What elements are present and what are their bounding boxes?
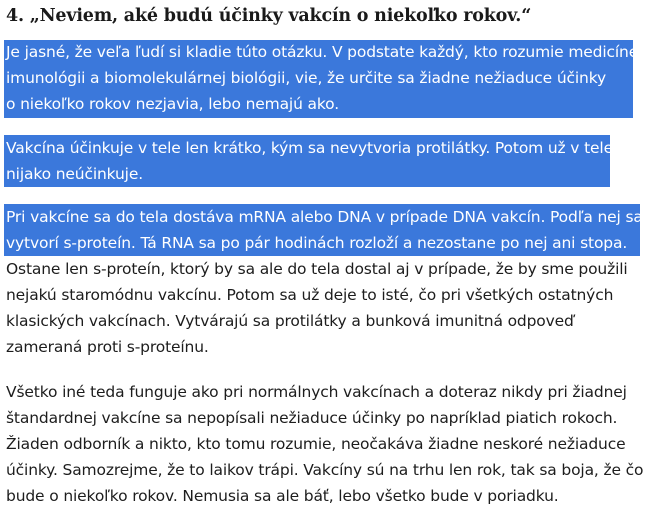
paragraph-line: štandardnej vakcíne sa nepopísali nežiaduce účinky po napríklad piatich rokoch. [6, 409, 618, 427]
paragraph-line: Pri vakcíne sa do tela dostáva mRNA alebo DNA v prípade DNA vakcín. Podľa nej sa [6, 208, 643, 226]
paragraph-line: imunológii a biomolekulárnej biológii, vie, že určite sa žiadne nežiaduce účinky [6, 69, 607, 87]
paragraph-line: Žiaden odborník a nikto, kto tomu rozumie, neočakáva žiadne neskoré nežiaduce [6, 435, 626, 453]
paragraph-line: Je jasné, že veľa ľudí si kladie túto otázku. V podstate každý, kto rozumie medicíne, [6, 43, 643, 61]
paragraph-1[interactable] [6, 39, 643, 117]
paragraph-line: zameraná proti s-proteínu. [6, 338, 209, 356]
paragraph-line: Ostane len s-proteín, ktorý by sa ale do tela dostal aj v prípade, že by sme použili [6, 260, 628, 278]
paragraph-3[interactable] [6, 204, 643, 360]
paragraph-line: bude o niekoľko rokov. Nemusia sa ale báť, lebo všetko bude v poriadku. [6, 487, 559, 505]
paragraph-4[interactable] [6, 379, 643, 509]
paragraph-line: klasických vakcínach. Vytvárajú sa protilátky a bunková imunitná odpoveď [6, 312, 574, 330]
paragraph-line: nijako neúčinkuje. [6, 165, 143, 183]
paragraph-line: účinky. Samozrejme, že to laikov trápi. Vakcíny sú na trhu len rok, tak sa boja, že čo [6, 461, 644, 479]
paragraph-2[interactable] [6, 135, 613, 187]
paragraph-line: Všetko iné teda funguje ako pri normálnych vakcínach a doteraz nikdy pri žiadnej [6, 383, 627, 401]
paragraph-line: o niekoľko rokov nezjavia, lebo nemajú ako. [6, 95, 339, 113]
section-heading: 4. „Neviem, aké budú účinky vakcín o niekoľko rokov.“ [6, 6, 532, 26]
paragraph-line: nejakú staromódnu vakcínu. Potom sa už deje to isté, čo pri všetkých ostatných [6, 286, 614, 304]
paragraph-line: Vakcína účinkuje v tele len krátko, kým sa nevytvoria protilátky. Potom už v tele [6, 139, 613, 157]
paragraph-line: vytvorí s-proteín. Tá RNA sa po pár hodinách rozloží a nezostane po nej ani stopa. [6, 234, 628, 252]
